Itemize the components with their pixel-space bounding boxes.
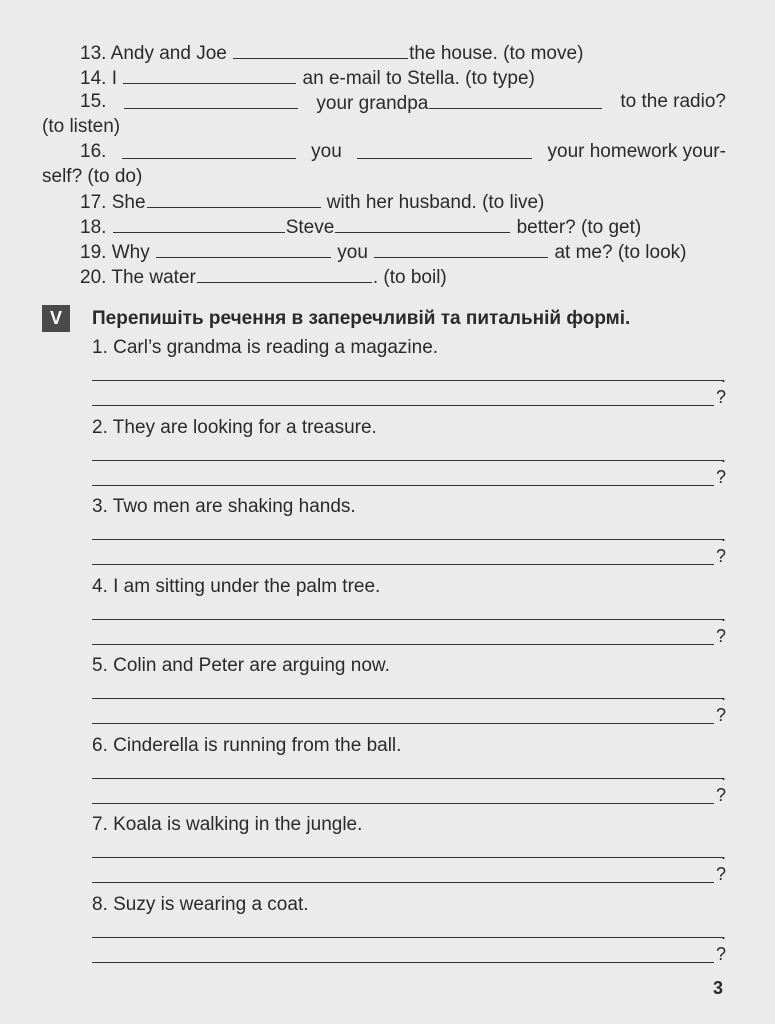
answer-blank[interactable] (123, 66, 296, 84)
period-mark: . (721, 843, 727, 863)
sentence-8: 8. Suzy is wearing a coat. (92, 893, 309, 915)
question-answer-line[interactable] (92, 405, 714, 406)
answer-blank[interactable] (335, 215, 510, 233)
question-mark: ? (716, 864, 727, 884)
answer-blank[interactable] (429, 91, 602, 109)
item-19: 19. Why you at me? (to look) (80, 242, 687, 263)
question-mark: ? (716, 705, 727, 725)
question-answer-line[interactable] (92, 485, 714, 486)
item-18: 18. Steve better? (to get) (80, 217, 642, 238)
answer-blank[interactable] (147, 190, 321, 208)
question-mark: ? (716, 387, 727, 407)
answer-blank[interactable] (113, 215, 285, 233)
question-mark: ? (716, 784, 727, 805)
period-mark: . (721, 922, 727, 943)
item-20: 20. The water . (to boil) (80, 267, 447, 288)
question-answer-line[interactable] (92, 644, 714, 645)
item-13: 13. Andy and Joe the house. (to move) (80, 43, 584, 64)
period-mark: . (721, 604, 727, 625)
negative-answer-line[interactable] (92, 539, 723, 540)
question-answer-line[interactable] (92, 962, 714, 963)
section-title: Перепишіть речення в заперечливій та питальній формі. (92, 308, 631, 329)
period-mark: . (721, 684, 727, 704)
negative-answer-line[interactable] (92, 380, 723, 381)
answer-blank[interactable] (197, 265, 372, 283)
negative-answer-line[interactable] (92, 698, 723, 699)
answer-blank[interactable] (357, 141, 532, 159)
item-15-continued: (to listen) (42, 116, 121, 137)
item-17: 17. She with her husband. (to live) (80, 192, 545, 213)
question-answer-line[interactable] (92, 803, 714, 804)
sentence-3: 3. Two men are shaking hands. (92, 496, 356, 517)
item-14: 14. I an e-mail to Stella. (to type) (80, 68, 535, 89)
item-16: 16. you your homework your- (80, 141, 726, 162)
question-answer-line[interactable] (92, 882, 714, 883)
period-mark: . (721, 525, 727, 545)
item-15: 15. your grandpa to the radio? (80, 91, 726, 114)
answer-blank[interactable] (156, 240, 331, 258)
negative-answer-line[interactable] (92, 937, 723, 938)
period-mark: . (721, 445, 727, 466)
sentence-5: 5. Colin and Peter are arguing now. (92, 655, 390, 676)
sentence-7: 7. Koala is walking in the jungle. (92, 814, 363, 835)
question-answer-line[interactable] (92, 564, 714, 565)
sentence-1: 1. Carl’s grandma is reading a magazine. (92, 337, 439, 358)
question-mark: ? (716, 625, 727, 646)
negative-answer-line[interactable] (92, 857, 723, 858)
section-badge: V (42, 305, 70, 332)
question-mark: ? (716, 546, 727, 566)
answer-blank[interactable] (122, 141, 296, 159)
sentence-6: 6. Cinderella is running from the ball. (92, 734, 402, 756)
negative-answer-line[interactable] (92, 778, 723, 779)
question-mark: ? (716, 466, 727, 487)
answer-blank[interactable] (374, 240, 548, 258)
answer-blank[interactable] (124, 91, 298, 109)
sentence-4: 4. I am sitting under the palm tree. (92, 575, 381, 597)
period-mark: . (721, 763, 727, 784)
page-number: 3 (713, 978, 724, 998)
answer-blank[interactable] (233, 41, 408, 59)
question-answer-line[interactable] (92, 723, 714, 724)
period-mark: . (721, 366, 727, 386)
item-16-continued: self? (to do) (42, 166, 143, 187)
question-mark: ? (716, 943, 727, 964)
negative-answer-line[interactable] (92, 619, 723, 620)
sentence-2: 2. They are looking for a treasure. (92, 416, 377, 438)
negative-answer-line[interactable] (92, 460, 723, 461)
